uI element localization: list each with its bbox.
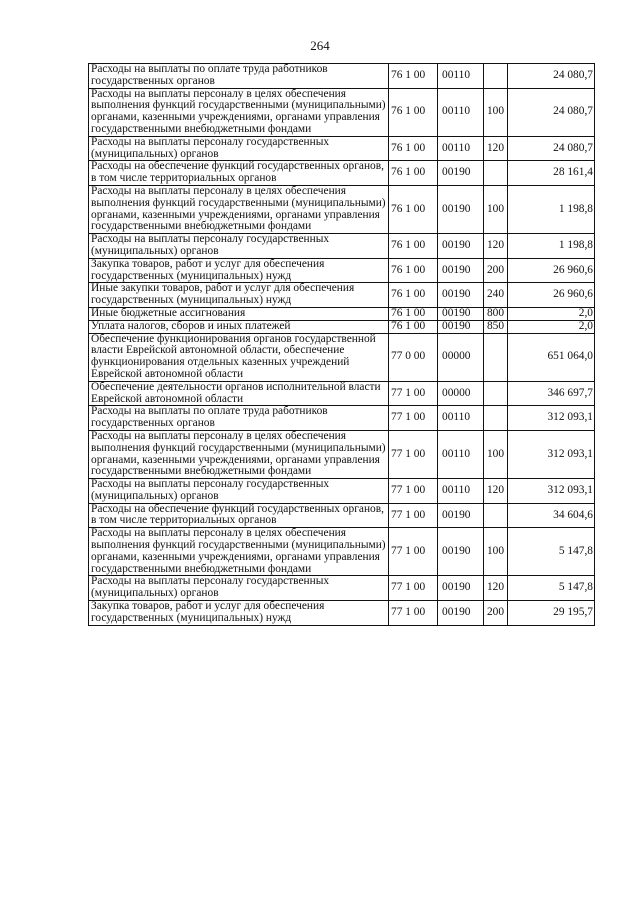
direction-code: 00000 [438, 381, 484, 406]
program-code: 76 1 00 [389, 161, 438, 186]
amount: 2,0 [508, 320, 595, 333]
program-code: 76 1 00 [389, 234, 438, 259]
amount: 2,0 [508, 307, 595, 320]
row-name: Расходы на обеспечение функций государственных органов, в том числе территориальных органов [89, 161, 389, 186]
amount: 312 093,1 [508, 406, 595, 431]
amount: 29 195,7 [508, 601, 595, 626]
direction-code: 00190 [438, 307, 484, 320]
row-name: Закупка товаров, работ и услуг для обеспечения государственных (муниципальных) нужд [89, 601, 389, 626]
program-code: 77 1 00 [389, 576, 438, 601]
program-code: 76 1 00 [389, 307, 438, 320]
direction-code: 00190 [438, 320, 484, 333]
table-row [89, 406, 595, 431]
expense-kind-code: 800 [484, 307, 508, 320]
row-name: Иные бюджетные ассигнования [89, 307, 389, 320]
program-code: 77 1 00 [389, 381, 438, 406]
program-code: 76 1 00 [389, 185, 438, 233]
program-code: 77 1 00 [389, 430, 438, 478]
row-name: Расходы на выплаты персоналу государственных (муниципальных) органов [89, 576, 389, 601]
amount: 651 064,0 [508, 333, 595, 381]
program-code: 76 1 00 [389, 64, 438, 89]
program-code: 76 1 00 [389, 258, 438, 283]
row-name: Расходы на выплаты персоналу в целях обеспечения выполнения функций государственными (муниципальными) органами, казенными учреждениями, органами управления государственными внебюджетными фондами [89, 88, 389, 136]
table-row [89, 503, 595, 528]
row-name: Иные закупки товаров, работ и услуг для обеспечения государственных (муниципальных) нужд [89, 283, 389, 308]
amount: 34 604,6 [508, 503, 595, 528]
amount: 5 147,8 [508, 576, 595, 601]
direction-code: 00110 [438, 88, 484, 136]
budget-table [88, 63, 595, 626]
direction-code: 00190 [438, 234, 484, 259]
expense-kind-code: 120 [484, 234, 508, 259]
row-name: Расходы на обеспечение функций государственных органов, в том числе территориальных органов [89, 503, 389, 528]
table-row [89, 161, 595, 186]
row-name: Обеспечение функционирования органов государственной власти Еврейской автономной области, обеспечение функционирования отдельных казенных учреждений Еврейской автономной области [89, 333, 389, 381]
amount: 312 093,1 [508, 430, 595, 478]
direction-code: 00190 [438, 258, 484, 283]
table-row [89, 136, 595, 161]
amount: 346 697,7 [508, 381, 595, 406]
direction-code: 00110 [438, 479, 484, 504]
table-row [89, 601, 595, 626]
page-number: 264 [310, 38, 330, 53]
expense-kind-code: 120 [484, 576, 508, 601]
direction-code: 00000 [438, 333, 484, 381]
expense-kind-code: 120 [484, 136, 508, 161]
program-code: 77 1 00 [389, 406, 438, 431]
amount: 1 198,8 [508, 185, 595, 233]
amount: 26 960,6 [508, 258, 595, 283]
direction-code: 00190 [438, 503, 484, 528]
direction-code: 00190 [438, 576, 484, 601]
row-name: Расходы на выплаты персоналу государственных (муниципальных) органов [89, 136, 389, 161]
table-row [89, 88, 595, 136]
row-name: Расходы на выплаты персоналу в целях обеспечения выполнения функций государственными (муниципальными) органами, казенными учреждениями, органами управления государственными внебюджетными фондами [89, 430, 389, 478]
row-name: Уплата налогов, сборов и иных платежей [89, 320, 389, 333]
program-code: 76 1 00 [389, 283, 438, 308]
table-row [89, 64, 595, 89]
amount: 24 080,7 [508, 64, 595, 89]
row-name: Расходы на выплаты персоналу в целях обеспечения выполнения функций государственными (муниципальными) органами, казенными учреждениями, органами управления государственными внебюджетными фондами [89, 185, 389, 233]
table-row [89, 430, 595, 478]
table-row [89, 307, 595, 320]
budget-table-body [89, 64, 595, 626]
table-row [89, 320, 595, 333]
program-code: 77 1 00 [389, 479, 438, 504]
table-row [89, 528, 595, 576]
expense-kind-code [484, 161, 508, 186]
program-code: 77 1 00 [389, 503, 438, 528]
table-row [89, 479, 595, 504]
amount: 5 147,8 [508, 528, 595, 576]
table-row [89, 283, 595, 308]
program-code: 76 1 00 [389, 136, 438, 161]
table-row [89, 333, 595, 381]
amount: 24 080,7 [508, 136, 595, 161]
direction-code: 00110 [438, 64, 484, 89]
direction-code: 00110 [438, 136, 484, 161]
table-row [89, 381, 595, 406]
direction-code: 00190 [438, 283, 484, 308]
amount: 28 161,4 [508, 161, 595, 186]
row-name: Обеспечение деятельности органов исполнительной власти Еврейской автономной области [89, 381, 389, 406]
amount: 312 093,1 [508, 479, 595, 504]
row-name: Расходы на выплаты по оплате труда работников государственных органов [89, 406, 389, 431]
direction-code: 00190 [438, 528, 484, 576]
direction-code: 00110 [438, 406, 484, 431]
direction-code: 00190 [438, 601, 484, 626]
direction-code: 00190 [438, 161, 484, 186]
row-name: Расходы на выплаты персоналу государственных (муниципальных) органов [89, 234, 389, 259]
expense-kind-code: 200 [484, 601, 508, 626]
program-code: 77 1 00 [389, 601, 438, 626]
expense-kind-code: 100 [484, 528, 508, 576]
program-code: 77 0 00 [389, 333, 438, 381]
program-code: 76 1 00 [389, 320, 438, 333]
row-name: Закупка товаров, работ и услуг для обеспечения государственных (муниципальных) нужд [89, 258, 389, 283]
amount: 1 198,8 [508, 234, 595, 259]
table-row [89, 234, 595, 259]
row-name: Расходы на выплаты персоналу государственных (муниципальных) органов [89, 479, 389, 504]
expense-kind-code [484, 503, 508, 528]
table-row [89, 185, 595, 233]
amount: 26 960,6 [508, 283, 595, 308]
expense-kind-code [484, 64, 508, 89]
expense-kind-code: 240 [484, 283, 508, 308]
table-row [89, 576, 595, 601]
expense-kind-code: 120 [484, 479, 508, 504]
program-code: 76 1 00 [389, 88, 438, 136]
expense-kind-code: 100 [484, 185, 508, 233]
expense-kind-code [484, 333, 508, 381]
row-name: Расходы на выплаты персоналу в целях обеспечения выполнения функций государственными (муниципальными) органами, казенными учреждениями, органами управления государственными внебюджетными фондами [89, 528, 389, 576]
direction-code: 00190 [438, 185, 484, 233]
table-row [89, 258, 595, 283]
row-name: Расходы на выплаты по оплате труда работников государственных органов [89, 64, 389, 89]
direction-code: 00110 [438, 430, 484, 478]
expense-kind-code: 100 [484, 88, 508, 136]
expense-kind-code: 200 [484, 258, 508, 283]
expense-kind-code: 850 [484, 320, 508, 333]
amount: 24 080,7 [508, 88, 595, 136]
expense-kind-code [484, 381, 508, 406]
expense-kind-code: 100 [484, 430, 508, 478]
expense-kind-code [484, 406, 508, 431]
program-code: 77 1 00 [389, 528, 438, 576]
